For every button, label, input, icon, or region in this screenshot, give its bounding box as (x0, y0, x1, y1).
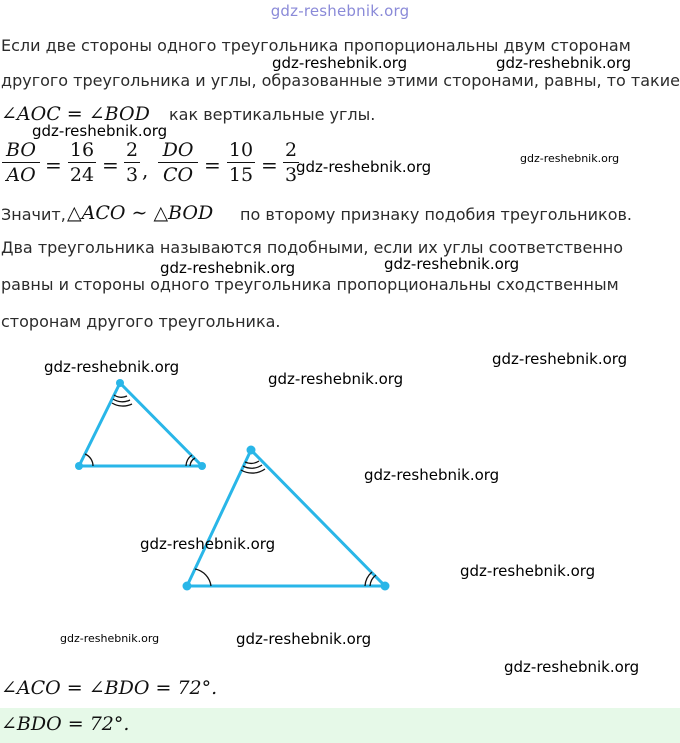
vertex-point (247, 446, 256, 455)
large-triangle-outline (187, 450, 385, 586)
watermark-text: gdz-reshebnik.org (296, 158, 432, 176)
fraction-denominator: CO (162, 164, 194, 186)
statement-line-2: другого треугольника и углы, образованные этими сторонами, равны, то такие (1, 71, 680, 90)
vertex-point (116, 379, 124, 387)
watermark-text: gdz-reshebnik.org (460, 562, 596, 580)
angle-arc-double (365, 572, 372, 586)
fraction-numerator: 10 (228, 139, 254, 161)
equals-sign: = (261, 153, 278, 177)
watermark-text: gdz-reshebnik.org (504, 658, 640, 676)
vertex-point (381, 582, 390, 591)
watermark-text: gdz-reshebnik.org (384, 255, 520, 273)
comma: , (142, 158, 149, 182)
watermark-text: gdz-reshebnik.org (44, 358, 180, 376)
equals-sign: = (45, 153, 62, 177)
similarity-statement: △ACO ∼ △BOD (67, 202, 214, 224)
watermark-text: gdz-reshebnik.org (520, 152, 620, 165)
header-watermark: gdz-reshebnik.org (270, 2, 410, 20)
statement-line-3-text: как вертикальные углы. (169, 105, 376, 124)
fraction-numerator: DO (162, 139, 194, 161)
vertex-point (198, 462, 206, 470)
angle-arc-triple (241, 469, 265, 473)
watermark-text: gdz-reshebnik.org (268, 370, 404, 388)
angle-arc-triple (113, 399, 130, 402)
small-triangle-outline (79, 383, 202, 466)
vertex-point (183, 582, 192, 591)
definition-line-1: Два треугольника называются подобными, если их углы соответственно (1, 238, 624, 257)
result-equality: ∠ACO = ∠BDO = 72°. (1, 677, 218, 699)
watermark-text: gdz-reshebnik.org (140, 535, 276, 553)
angle-arc-triple (243, 465, 262, 468)
conclusion-suffix: по второму признаку подобия треугольников. (240, 205, 632, 224)
answer-text: ∠BDO = 72°. (1, 713, 130, 735)
watermark-text: gdz-reshebnik.org (272, 54, 408, 72)
angle-arc-single (195, 569, 211, 586)
conclusion-prefix: Значит, (1, 205, 66, 224)
angle-equality: ∠AOC = ∠BOD (1, 103, 150, 125)
large-triangle (183, 446, 390, 591)
definition-line-2: равны и стороны одного треугольника пропорциональны сходственным (1, 275, 619, 294)
fraction-denominator: 3 (284, 164, 298, 186)
watermark-text: gdz-reshebnik.org (492, 350, 628, 368)
fraction-numerator: 2 (284, 139, 298, 161)
definition-line-3: сторонам другого треугольника. (1, 312, 281, 331)
watermark-text: gdz-reshebnik.org (496, 54, 632, 72)
equals-sign: = (102, 153, 119, 177)
fraction-numerator: BO (6, 139, 36, 161)
fraction-denominator: 3 (125, 164, 139, 186)
fraction-denominator: 24 (69, 164, 95, 186)
small-triangle (75, 379, 206, 470)
angle-arc-single (85, 454, 93, 466)
fraction-denominator: AO (6, 164, 36, 186)
statement-line-1: Если две стороны одного треугольника пропорциональны двум сторонам (1, 36, 631, 55)
angle-arc-triple (114, 395, 127, 397)
angle-arc-triple (112, 403, 132, 406)
equals-sign: = (204, 153, 221, 177)
watermark-text: gdz-reshebnik.org (160, 259, 296, 277)
watermark-text: gdz-reshebnik.org (364, 466, 500, 484)
fraction-numerator: 2 (125, 139, 139, 161)
fraction-denominator: 15 (228, 164, 254, 186)
watermark-text: gdz-reshebnik.org (236, 630, 372, 648)
watermark-text: gdz-reshebnik.org (32, 122, 168, 140)
watermark-text: gdz-reshebnik.org (60, 632, 160, 645)
fraction-numerator: 16 (69, 139, 95, 161)
vertex-point (75, 462, 83, 470)
